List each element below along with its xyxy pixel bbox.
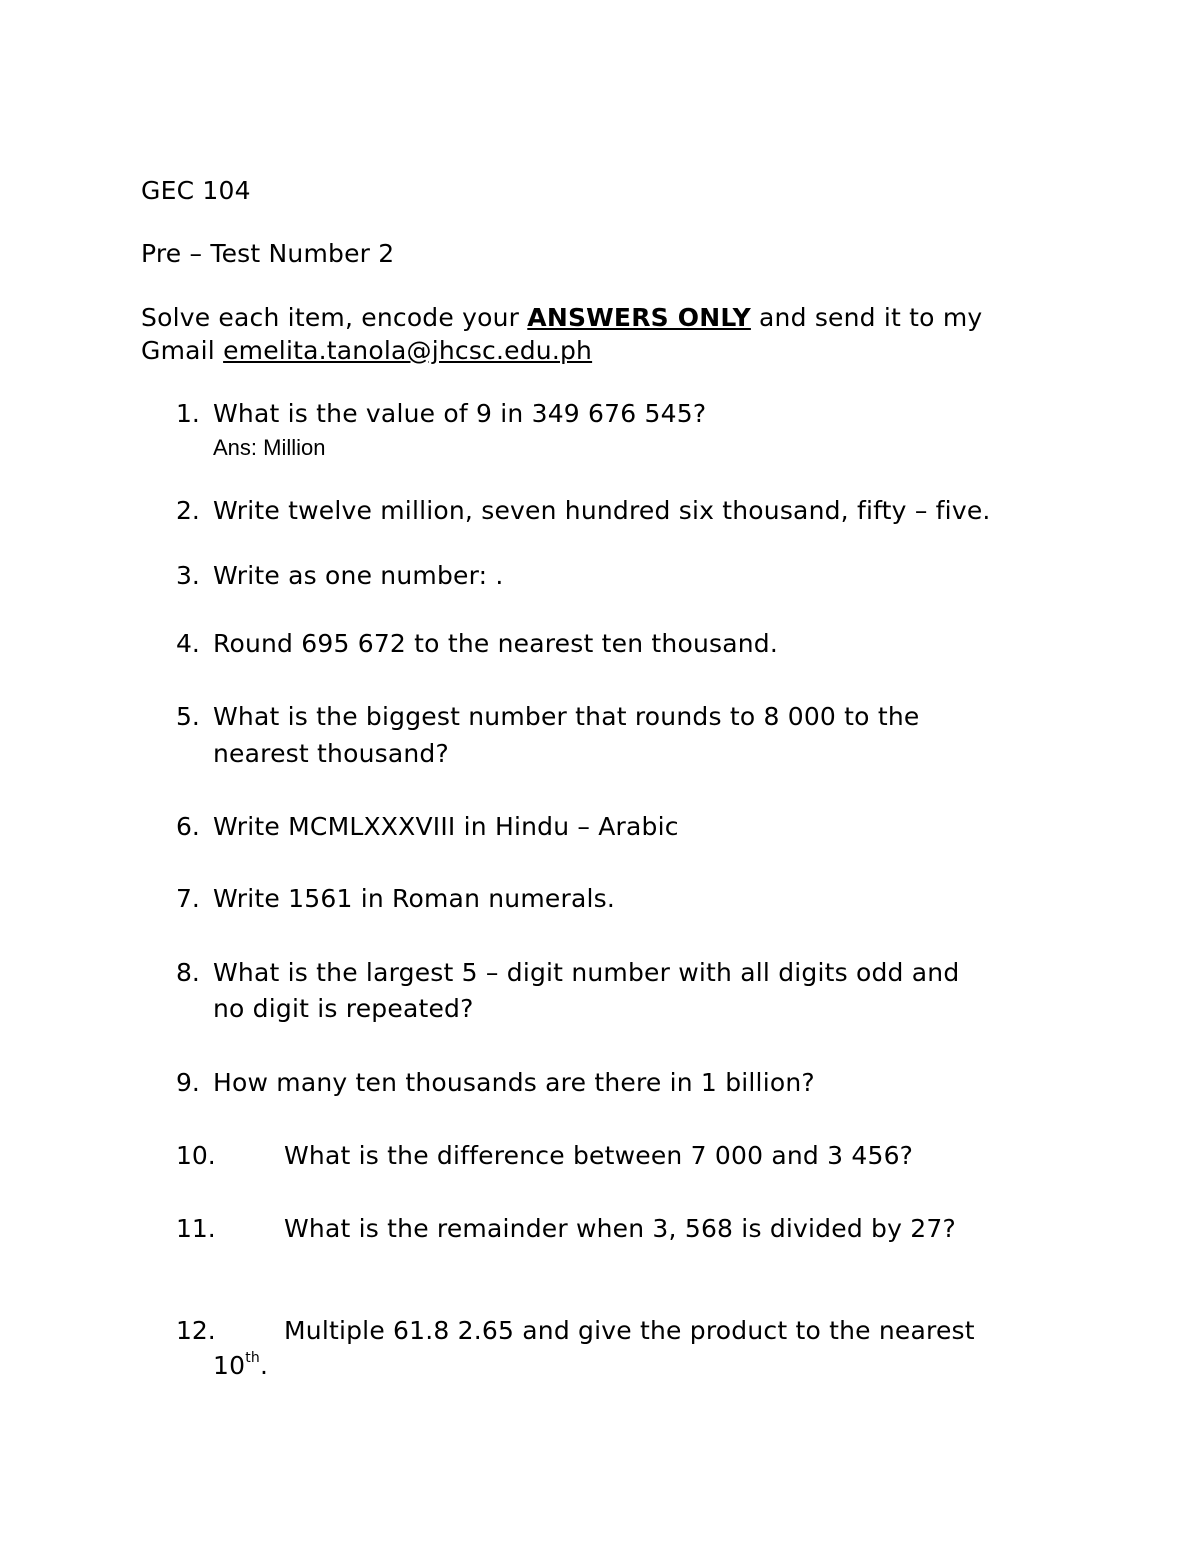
item-6-text: Write MCMLXXXVIII in Hindu – Arabic	[213, 812, 679, 841]
item-4-number: 4.	[176, 629, 200, 658]
item-5-number: 5.	[176, 702, 200, 731]
item-9-text: How many ten thousands are there in 1 billion?	[213, 1068, 815, 1097]
item-7-number: 7.	[176, 884, 200, 913]
item-4-text: Round 695 672 to the nearest ten thousand.	[213, 629, 778, 658]
test-title: Pre – Test Number 2	[141, 239, 395, 268]
item-12-tail-base: 10	[213, 1351, 246, 1380]
item-5-text-line-2: nearest thousand?	[213, 739, 449, 768]
item-8-number: 8.	[176, 958, 200, 987]
instructions-prefix: Solve each item, encode your	[141, 303, 528, 332]
item-12-tail-end: .	[259, 1351, 269, 1380]
item-5-text-line-1: What is the biggest number that rounds to 8 000 to the	[213, 702, 920, 731]
item-8-text-line-1: What is the largest 5 – digit number with all digits odd and	[213, 958, 960, 987]
instructions-suffix: and send it to my	[750, 303, 983, 332]
item-1-number: 1.	[176, 399, 200, 428]
item-10-number: 10.	[176, 1141, 216, 1170]
item-11-number: 11.	[176, 1214, 216, 1243]
item-7-text: Write 1561 in Roman numerals.	[213, 884, 616, 913]
item-2-text: Write twelve million, seven hundred six thousand, fifty – five.	[213, 496, 991, 525]
item-6-number: 6.	[176, 812, 200, 841]
item-1-text: What is the value of 9 in 349 676 545?	[213, 399, 707, 428]
item-12-number: 12.	[176, 1316, 216, 1345]
instructions-line-2	[141, 335, 592, 367]
item-1-answer: Ans: Million	[213, 435, 326, 460]
email-link[interactable]: emelita.tanola@jhcsc.edu.ph	[223, 336, 593, 365]
item-8-text-line-2: no digit is repeated?	[213, 994, 474, 1023]
item-3-number: 3.	[176, 561, 200, 590]
course-code: GEC 104	[141, 176, 251, 205]
item-11-text: What is the remainder when 3, 568 is divided by 27?	[284, 1214, 956, 1243]
item-9-number: 9.	[176, 1068, 200, 1097]
instructions-gmail-label: Gmail	[141, 336, 224, 365]
item-10-text: What is the difference between 7 000 and 3 456?	[284, 1141, 914, 1170]
instructions-emphasis: ANSWERS ONLY	[527, 303, 751, 332]
item-3-text: Write as one number: .	[213, 561, 504, 590]
item-12-text-line-2	[213, 1350, 268, 1382]
item-12-text-line-1: Multiple 61.8 2.65 and give the product to the nearest	[284, 1316, 975, 1345]
item-12-tail-sup: th	[245, 1350, 260, 1366]
instructions-line-1	[141, 302, 982, 334]
item-2-number: 2.	[176, 496, 200, 525]
